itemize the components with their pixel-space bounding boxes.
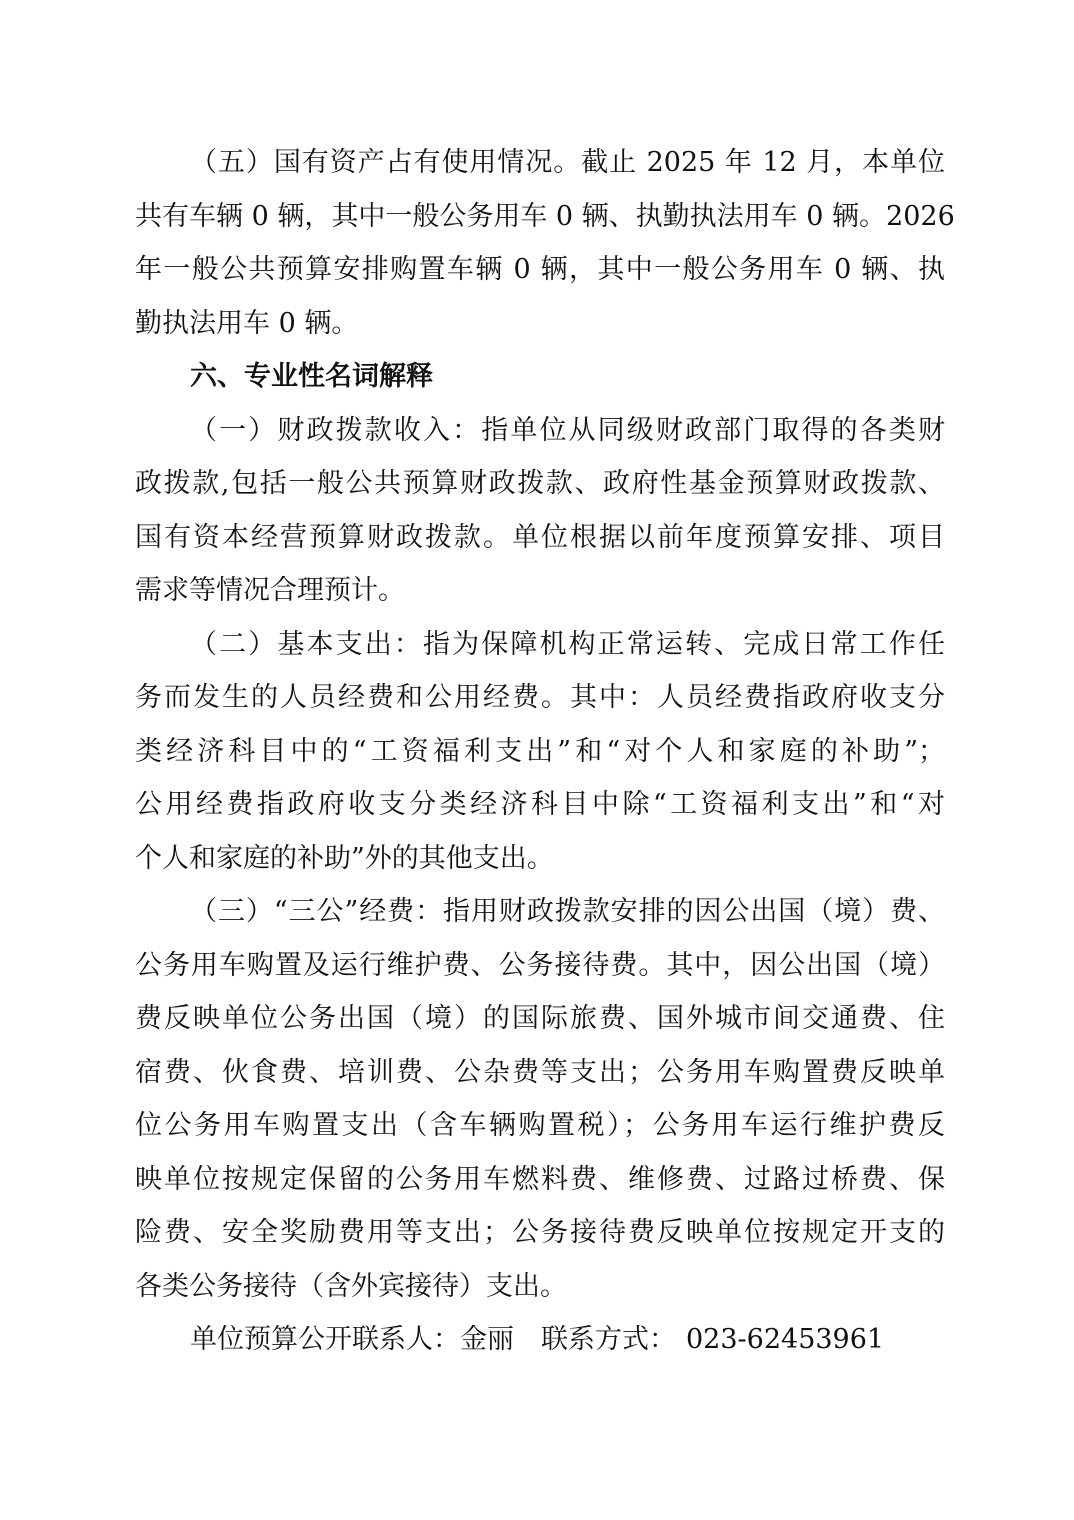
text-line: 共有车辆 0 辆，其中一般公务用车 0 辆、执勤执法用车 0 辆。2026	[135, 200, 955, 232]
paragraph-basic-expenditure	[135, 618, 945, 886]
contact-label: 单位预算公开联系人：金丽 联系方式：	[190, 1324, 676, 1355]
text-line: （五）国有资产占有使用情况。截止 2025 年 12 月，本单位	[190, 147, 945, 178]
text-line: 需求等情况合理预计。	[135, 575, 405, 606]
text-line: 务而发生的人员经费和公用经费。其中：人员经费指政府收支分	[135, 682, 945, 713]
text-line: （二）基本支出：指为保障机构正常运转、完成日常工作任	[190, 628, 945, 660]
text-line: 费反映单位公务出国（境）的国际旅费、国外城市间交通费、住	[135, 1003, 945, 1034]
paragraph-fiscal-appropriation	[135, 404, 945, 618]
text-line: 位公务用车购置支出（含车辆购置税）；公务用车运行维护费反	[135, 1110, 945, 1141]
paragraph-three-public-expenses	[135, 885, 945, 1313]
text-line: 勤执法用车 0 辆。	[135, 307, 359, 339]
text-line: 各类公务接待（含外宾接待）支出。	[135, 1270, 567, 1302]
text-line: 类经济科目中的“工资福利支出”和“对个人和家庭的补助”；	[135, 735, 945, 767]
text-line: 公用经费指政府收支分类经济科目中除“工资福利支出”和“对	[135, 789, 945, 820]
text-line: （三）“三公”经费：指用财政拨款安排的因公出国（境）费、	[190, 896, 945, 927]
text-line: 个人和家庭的补助”外的其他支出。	[135, 842, 554, 874]
text-line: （一）财政拨款收入：指单位从同级财政部门取得的各类财	[190, 414, 945, 446]
contact-line	[135, 1313, 945, 1367]
text-line: 映单位按规定保留的公务用车燃料费、维修费、过路过桥费、保	[135, 1163, 945, 1195]
text-line: 公务用车购置及运行维护费、公务接待费。其中，因公出国（境）	[135, 949, 945, 981]
text-line: 政拨款,包括一般公共预算财政拨款、政府性基金预算财政拨款、	[135, 468, 945, 499]
document-page	[135, 136, 955, 1367]
section-heading: 六、专业性名词解释	[190, 361, 433, 392]
contact-phone: 023-62453961	[686, 1324, 885, 1355]
text-line: 年一般公共预算安排购置车辆 0 辆，其中一般公务用车 0 辆、执	[135, 254, 945, 285]
paragraph-state-assets	[135, 136, 955, 350]
text-line: 国有资本经营预算财政拨款。单位根据以前年度预算安排、项目	[135, 521, 945, 553]
text-line: 宿费、伙食费、培训费、公杂费等支出；公务用车购置费反映单	[135, 1056, 945, 1088]
text-line: 险费、安全奖励费用等支出；公务接待费反映单位按规定开支的	[135, 1217, 945, 1248]
